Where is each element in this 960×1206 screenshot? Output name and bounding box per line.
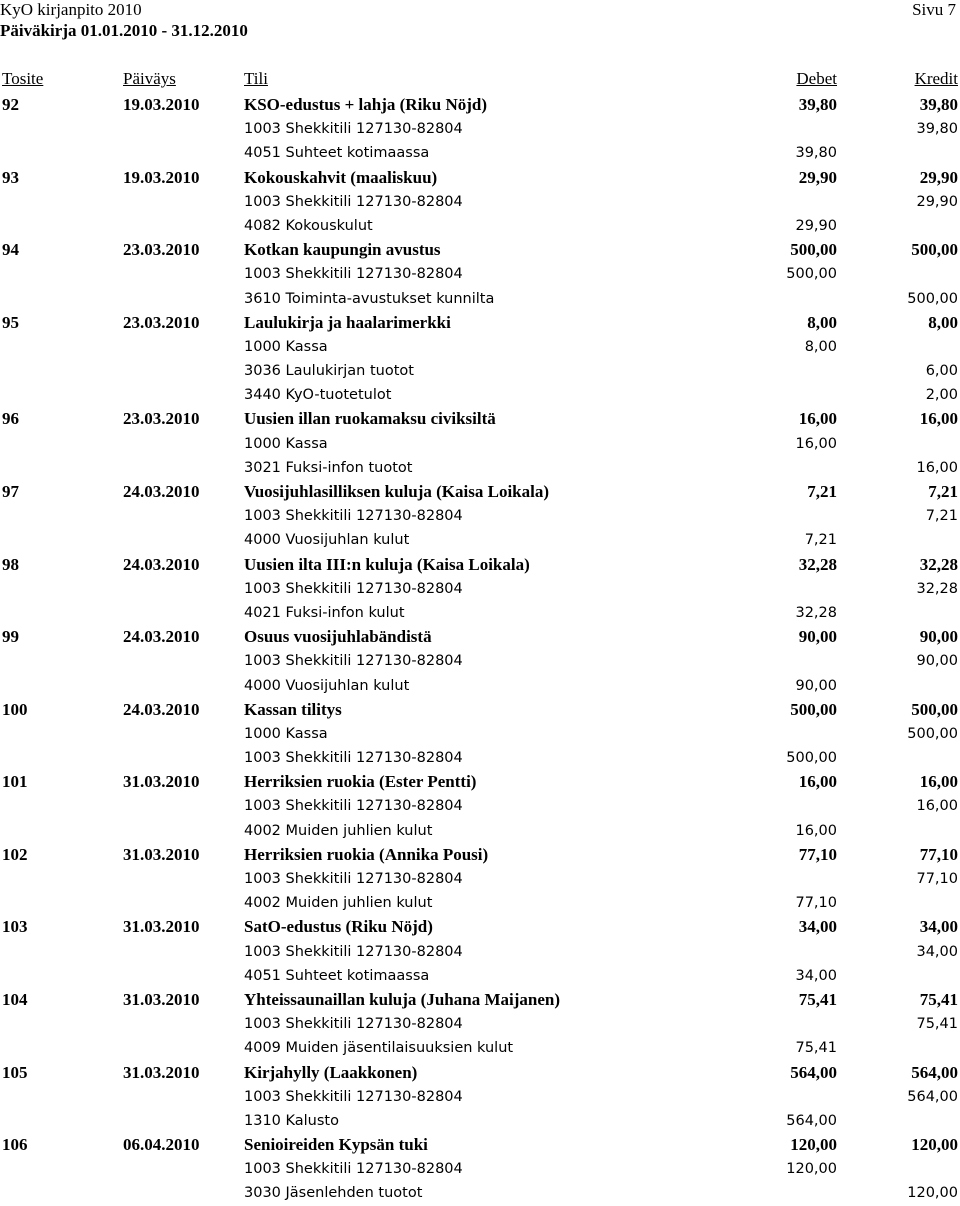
entry-account-row bbox=[0, 1109, 960, 1133]
entry-number: 94 bbox=[2, 240, 19, 260]
account-debet: 120,00 bbox=[786, 1161, 837, 1178]
account-name: 1000 Kassa bbox=[244, 338, 328, 355]
entry-account-row bbox=[0, 262, 960, 286]
entry-debet-total: 39,80 bbox=[798, 95, 837, 114]
account-name: 3021 Fuksi-infon tuotot bbox=[244, 459, 413, 476]
journal-entries bbox=[0, 93, 960, 1206]
account-kredit: 120,00 bbox=[907, 1185, 958, 1202]
entry-account-row bbox=[0, 819, 960, 843]
entry-account-row bbox=[0, 504, 960, 528]
entry-date: 06.04.2010 bbox=[123, 1135, 200, 1155]
entry-number: 106 bbox=[2, 1135, 28, 1155]
entry-account-row bbox=[0, 1181, 960, 1205]
entry-header-row bbox=[0, 1133, 960, 1157]
entry-date: 24.03.2010 bbox=[123, 627, 200, 647]
account-debet: 29,90 bbox=[795, 217, 837, 234]
account-name: 1003 Shekkitili 127130-82804 bbox=[244, 943, 463, 960]
account-name: 3440 KyO-tuotetulot bbox=[244, 387, 392, 404]
entry-debet-total: 90,00 bbox=[798, 627, 837, 647]
entry-header-row bbox=[0, 1061, 960, 1085]
entry-account-row bbox=[0, 214, 960, 238]
entry-date: 24.03.2010 bbox=[123, 554, 200, 574]
entry-debet-total: 564,00 bbox=[790, 1062, 837, 1082]
account-kredit: 16,00 bbox=[916, 459, 958, 476]
entry-account-row bbox=[0, 383, 960, 407]
entry-description: Herriksien ruokia (Annika Pousi) bbox=[244, 844, 489, 864]
entry-header-row bbox=[0, 93, 960, 117]
entry-account-row bbox=[0, 940, 960, 964]
account-name: 4002 Muiden juhlien kulut bbox=[244, 895, 433, 912]
entry-kredit-total: 16,00 bbox=[919, 772, 958, 792]
entry-account-row bbox=[0, 190, 960, 214]
entry-account-row bbox=[0, 794, 960, 818]
entry-number: 95 bbox=[2, 312, 19, 332]
account-name: 4051 Suhteet kotimaassa bbox=[244, 967, 430, 984]
account-debet: 39,80 bbox=[795, 145, 837, 162]
page-number: Sivu 7 bbox=[912, 0, 956, 19]
entry-account-row bbox=[0, 1085, 960, 1109]
entry-description: Senioireiden Kypsän tuki bbox=[244, 1135, 428, 1155]
entry-header-row bbox=[0, 311, 960, 335]
account-name: 1003 Shekkitili 127130-82804 bbox=[244, 871, 463, 887]
entry-account-row bbox=[0, 964, 960, 988]
entry-date: 19.03.2010 bbox=[123, 95, 200, 114]
entry-date: 24.03.2010 bbox=[123, 482, 200, 501]
entry-kredit-total: 564,00 bbox=[911, 1062, 958, 1082]
account-name: 1003 Shekkitili 127130-82804 bbox=[244, 193, 463, 210]
account-debet: 16,00 bbox=[795, 822, 837, 839]
entry-date: 19.03.2010 bbox=[123, 167, 200, 187]
entry-date: 23.03.2010 bbox=[123, 240, 200, 260]
entry-kredit-total: 75,41 bbox=[919, 989, 958, 1009]
account-name: 1003 Shekkitili 127130-82804 bbox=[244, 508, 463, 525]
entry-account-row bbox=[0, 601, 960, 625]
entry-description: SatO-edustus (Riku Nöjd) bbox=[244, 917, 433, 937]
entry-description: Uusien illan ruokamaksu civiksiltä bbox=[244, 409, 496, 429]
account-name: 1310 Kalusto bbox=[244, 1112, 339, 1129]
account-name: 1003 Shekkitili 127130-82804 bbox=[244, 798, 463, 815]
entry-account-row bbox=[0, 528, 960, 552]
entry-number: 103 bbox=[2, 917, 28, 937]
account-debet: 75,41 bbox=[795, 1040, 837, 1057]
account-name: 1003 Shekkitili 127130-82804 bbox=[244, 1088, 463, 1105]
account-name: 3610 Toiminta-avustukset kunnilta bbox=[244, 290, 495, 307]
account-name: 1003 Shekkitili 127130-82804 bbox=[244, 750, 463, 767]
account-debet: 16,00 bbox=[795, 435, 837, 452]
entry-date: 23.03.2010 bbox=[123, 409, 200, 429]
entry-header-row bbox=[0, 770, 960, 794]
entry-description: Yhteissaunaillan kuluja (Juhana Maijanen) bbox=[244, 989, 560, 1009]
column-header-debet: Debet bbox=[796, 69, 837, 88]
entry-number: 102 bbox=[2, 844, 28, 864]
account-kredit: 16,00 bbox=[916, 798, 958, 815]
account-name: 3036 Laulukirjan tuotot bbox=[244, 363, 414, 380]
entry-header-row bbox=[0, 625, 960, 649]
account-debet: 34,00 bbox=[795, 967, 837, 984]
entry-kredit-total: 8,00 bbox=[928, 312, 958, 332]
account-debet: 32,28 bbox=[795, 604, 837, 621]
entry-debet-total: 16,00 bbox=[798, 409, 837, 429]
account-debet: 500,00 bbox=[786, 750, 837, 767]
entry-debet-total: 29,90 bbox=[798, 167, 837, 187]
entry-date: 31.03.2010 bbox=[123, 844, 200, 864]
entry-number: 99 bbox=[2, 627, 19, 647]
entry-number: 101 bbox=[2, 772, 28, 792]
column-header-tosite: Tosite bbox=[2, 69, 44, 88]
entry-header-row bbox=[0, 166, 960, 190]
entry-date: 31.03.2010 bbox=[123, 772, 200, 792]
entry-description: KSO-edustus + lahja (Riku Nöjd) bbox=[244, 95, 488, 114]
account-name: 1000 Kassa bbox=[244, 435, 328, 452]
account-name: 3030 Jäsenlehden tuotot bbox=[244, 1185, 423, 1202]
entry-account-row bbox=[0, 359, 960, 383]
entry-header-row bbox=[0, 407, 960, 431]
entry-account-row bbox=[0, 432, 960, 456]
report-app-title: KyO kirjanpito 2010 bbox=[0, 0, 142, 19]
account-kredit: 29,90 bbox=[916, 193, 958, 210]
entry-account-row bbox=[0, 1157, 960, 1181]
column-header-tili: Tili bbox=[244, 69, 268, 88]
entry-account-row bbox=[0, 746, 960, 770]
entry-number: 105 bbox=[2, 1062, 28, 1082]
entry-account-row bbox=[0, 867, 960, 891]
account-name: 4021 Fuksi-infon kulut bbox=[244, 604, 405, 621]
entry-description: Kassan tilitys bbox=[244, 699, 342, 719]
account-name: 1003 Shekkitili 127130-82804 bbox=[244, 580, 463, 597]
account-debet: 77,10 bbox=[795, 895, 837, 912]
entry-header-row bbox=[0, 238, 960, 262]
account-kredit: 77,10 bbox=[916, 871, 958, 887]
entry-number: 92 bbox=[2, 95, 19, 114]
entry-number: 97 bbox=[2, 482, 19, 501]
entry-debet-total: 8,00 bbox=[807, 312, 837, 332]
account-name: 4051 Suhteet kotimaassa bbox=[244, 145, 430, 162]
entry-kredit-total: 120,00 bbox=[911, 1135, 958, 1155]
account-kredit: 90,00 bbox=[916, 653, 958, 670]
account-name: 1000 Kassa bbox=[244, 725, 328, 742]
entry-debet-total: 16,00 bbox=[798, 772, 837, 792]
entry-debet-total: 32,28 bbox=[798, 554, 837, 574]
account-name: 4009 Muiden jäsentilaisuuksien kulut bbox=[244, 1040, 514, 1057]
account-kredit: 34,00 bbox=[916, 943, 958, 960]
account-debet: 90,00 bbox=[795, 677, 837, 694]
entry-kredit-total: 500,00 bbox=[911, 699, 958, 719]
account-name: 4000 Vuosijuhlan kulut bbox=[244, 677, 410, 694]
entry-description: Herriksien ruokia (Ester Pentti) bbox=[244, 772, 477, 792]
entry-debet-total: 120,00 bbox=[790, 1135, 837, 1155]
account-kredit: 6,00 bbox=[925, 363, 958, 380]
entry-description: Laulukirja ja haalarimerkki bbox=[244, 312, 451, 332]
entry-date: 31.03.2010 bbox=[123, 1062, 200, 1082]
entry-kredit-total: 34,00 bbox=[919, 917, 958, 937]
entry-number: 104 bbox=[2, 989, 28, 1009]
entry-description: Kirjahylly (Laakkonen) bbox=[244, 1062, 418, 1082]
entry-number: 100 bbox=[2, 699, 28, 719]
entry-account-row bbox=[0, 649, 960, 673]
entry-description: Vuosijuhlasilliksen kuluja (Kaisa Loikala) bbox=[244, 482, 550, 501]
account-kredit: 39,80 bbox=[916, 121, 958, 138]
entry-debet-total: 500,00 bbox=[790, 699, 837, 719]
entry-account-row bbox=[0, 117, 960, 141]
entry-number: 98 bbox=[2, 554, 19, 574]
account-name: 4002 Muiden juhlien kulut bbox=[244, 822, 433, 839]
entry-account-row bbox=[0, 287, 960, 311]
entry-description: Kokouskahvit (maaliskuu) bbox=[244, 167, 438, 187]
entry-kredit-total: 77,10 bbox=[919, 844, 958, 864]
entry-header-row bbox=[0, 843, 960, 867]
account-debet: 500,00 bbox=[786, 266, 837, 283]
column-header-paivays: Päiväys bbox=[123, 69, 176, 88]
account-name: 1003 Shekkitili 127130-82804 bbox=[244, 266, 463, 283]
account-name: 4082 Kokouskulut bbox=[244, 217, 373, 234]
account-debet: 8,00 bbox=[804, 338, 837, 355]
account-kredit: 2,00 bbox=[925, 387, 958, 404]
entry-account-row bbox=[0, 891, 960, 915]
entry-number: 96 bbox=[2, 409, 19, 429]
entry-kredit-total: 7,21 bbox=[928, 482, 958, 501]
entry-header-row bbox=[0, 698, 960, 722]
entry-date: 31.03.2010 bbox=[123, 989, 200, 1009]
entry-description: Uusien ilta III:n kuluja (Kaisa Loikala) bbox=[244, 554, 530, 574]
entry-number: 93 bbox=[2, 167, 19, 187]
entry-header-row bbox=[0, 480, 960, 504]
entry-account-row bbox=[0, 335, 960, 359]
entry-debet-total: 75,41 bbox=[798, 989, 837, 1009]
entry-account-row bbox=[0, 674, 960, 698]
account-kredit: 7,21 bbox=[925, 508, 958, 525]
entry-header-row bbox=[0, 915, 960, 939]
entry-kredit-total: 32,28 bbox=[919, 554, 958, 574]
entry-debet-total: 77,10 bbox=[798, 844, 837, 864]
account-name: 1003 Shekkitili 127130-82804 bbox=[244, 653, 463, 670]
entry-account-row bbox=[0, 1012, 960, 1036]
entry-description: Osuus vuosijuhlabändistä bbox=[244, 627, 432, 647]
entry-kredit-total: 500,00 bbox=[911, 240, 958, 260]
account-debet: 564,00 bbox=[786, 1112, 837, 1129]
entry-kredit-total: 90,00 bbox=[919, 627, 958, 647]
account-debet: 7,21 bbox=[804, 532, 837, 549]
entry-kredit-total: 39,80 bbox=[919, 95, 958, 114]
column-header-kredit: Kredit bbox=[914, 69, 958, 88]
entry-account-row bbox=[0, 577, 960, 601]
entry-date: 24.03.2010 bbox=[123, 699, 200, 719]
entry-kredit-total: 16,00 bbox=[919, 409, 958, 429]
account-name: 1003 Shekkitili 127130-82804 bbox=[244, 1161, 463, 1178]
entry-kredit-total: 29,90 bbox=[919, 167, 958, 187]
entry-header-row bbox=[0, 553, 960, 577]
entry-account-row bbox=[0, 141, 960, 165]
account-name: 1003 Shekkitili 127130-82804 bbox=[244, 121, 463, 138]
entry-date: 23.03.2010 bbox=[123, 312, 200, 332]
account-kredit: 75,41 bbox=[916, 1016, 958, 1033]
entry-header-row bbox=[0, 988, 960, 1012]
account-name: 1003 Shekkitili 127130-82804 bbox=[244, 1016, 463, 1033]
entry-date: 31.03.2010 bbox=[123, 917, 200, 937]
entry-description: Kotkan kaupungin avustus bbox=[244, 240, 441, 260]
account-name: 4000 Vuosijuhlan kulut bbox=[244, 532, 410, 549]
entry-account-row bbox=[0, 1036, 960, 1060]
column-header-row bbox=[0, 69, 960, 89]
entry-debet-total: 7,21 bbox=[807, 482, 837, 501]
account-kredit: 500,00 bbox=[907, 725, 958, 742]
entry-account-row bbox=[0, 456, 960, 480]
entry-debet-total: 500,00 bbox=[790, 240, 837, 260]
entry-debet-total: 34,00 bbox=[798, 917, 837, 937]
account-kredit: 32,28 bbox=[916, 580, 958, 597]
account-kredit: 500,00 bbox=[907, 290, 958, 307]
journal-title: Päiväkirja 01.01.2010 - 31.12.2010 bbox=[0, 21, 248, 40]
entry-account-row bbox=[0, 722, 960, 746]
account-kredit: 564,00 bbox=[907, 1088, 958, 1105]
